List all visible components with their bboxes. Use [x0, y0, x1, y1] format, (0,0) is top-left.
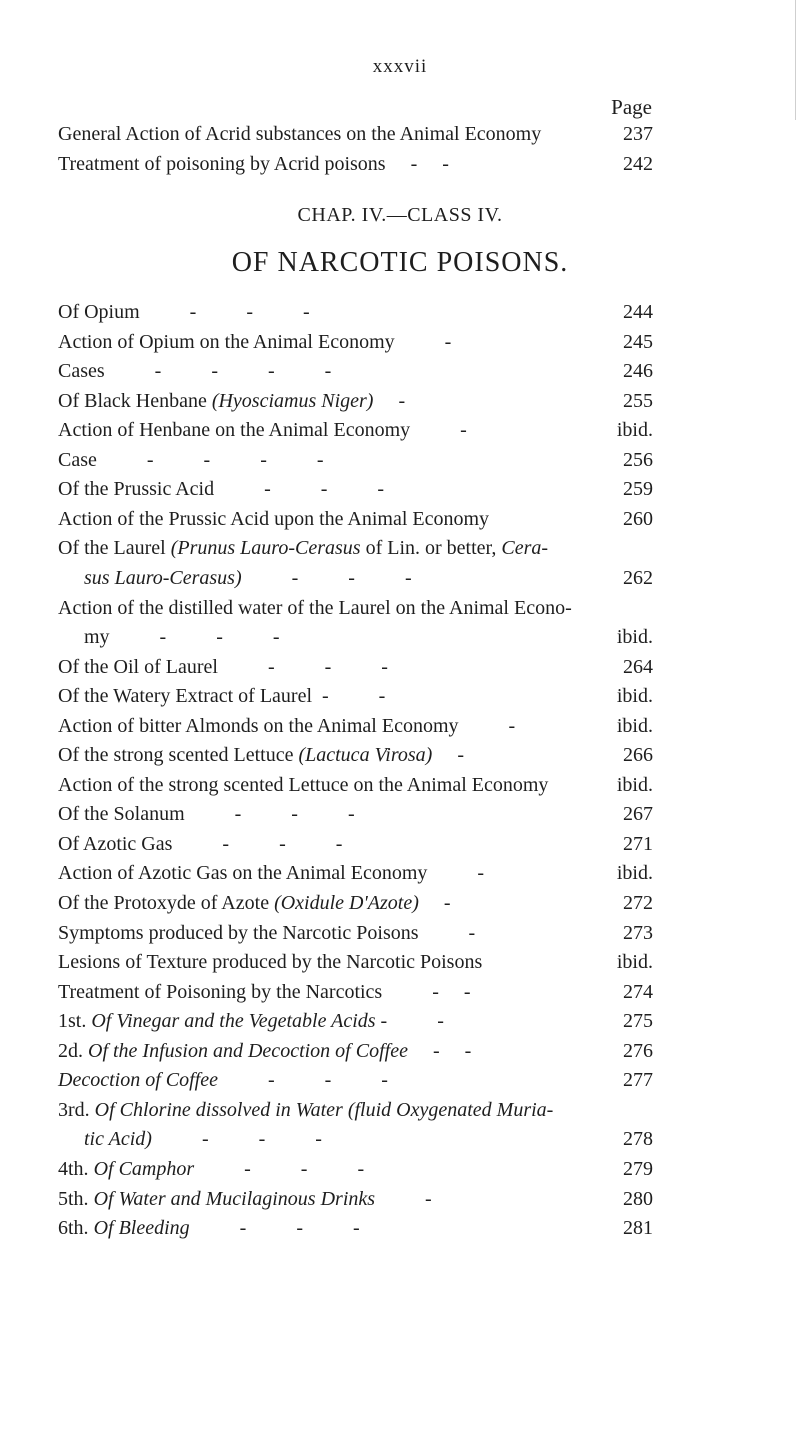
toc-entry-page: 245 — [623, 330, 653, 353]
entry-text: Of the strong scented Lettuce — [58, 744, 299, 767]
toc-entry — [58, 1126, 653, 1152]
entry-italic-text: (Lactuca Virosa) — [298, 744, 433, 767]
toc-entry-page: 244 — [623, 301, 653, 323]
entry-after-text: - - - — [194, 1157, 365, 1180]
toc-entry — [58, 801, 653, 827]
toc-entry-title — [58, 1067, 388, 1093]
toc-entry — [58, 1156, 653, 1182]
toc-entry-title — [84, 565, 412, 591]
entry-after-text: - - — [407, 1039, 472, 1062]
entry-after-text: - — [418, 892, 451, 914]
toc-entry-page: ibid. — [616, 714, 653, 737]
toc-entry-page: 256 — [623, 448, 653, 471]
entry-after-text: - - - — [241, 566, 412, 589]
entry-italic-text: Decoction of Coffee — [58, 1069, 218, 1092]
toc-entry — [58, 299, 653, 325]
toc-entry-title — [58, 595, 572, 621]
entry-text: 4th. — [58, 1157, 94, 1180]
toc-entry — [58, 476, 653, 502]
toc-entry-page: 274 — [623, 980, 653, 1003]
toc-entry-page: 266 — [623, 744, 653, 767]
entry-text: my - - - — [84, 626, 280, 649]
entry-text: 3rd. — [58, 1098, 95, 1121]
entry-text: Of the Laurel — [58, 537, 171, 560]
toc-entry-page: 264 — [623, 655, 653, 678]
chapter-heading: CHAP. IV.—CLASS IV. — [297, 204, 503, 226]
toc-entry-title — [58, 683, 385, 709]
toc-entry-title — [58, 1186, 432, 1212]
toc-entry — [58, 1067, 653, 1093]
toc-entry — [58, 417, 653, 443]
toc-entry — [58, 624, 653, 650]
toc-entry — [58, 121, 653, 147]
entry-italic-text: (Hyosciamus Niger) — [211, 389, 374, 412]
entry-text: Case - - - - — [58, 448, 324, 471]
entry-text: Action of Azotic Gas on the Animal Economy - — [58, 862, 485, 885]
toc-entry — [58, 979, 653, 1005]
entry-after-text: - - - — [217, 1069, 388, 1092]
entry-text: Action of the distilled water of the Laurel on the Animal Econo- — [58, 596, 572, 619]
toc-entry-title — [58, 506, 489, 532]
entry-after-text: - — [373, 389, 406, 412]
section-title: OF NARCOTIC POISONS. — [231, 247, 569, 278]
toc-entry — [58, 890, 653, 916]
toc-entry-title — [58, 860, 484, 886]
entry-text: 5th. — [58, 1187, 94, 1210]
toc-entry-title — [58, 535, 548, 561]
toc-entry-title — [58, 358, 331, 384]
toc-entry-page: ibid. — [616, 773, 653, 796]
entry-text: Action of the Prussic Acid upon the Animal Economy — [58, 507, 490, 530]
entry-italic-text: Of Bleeding — [93, 1217, 190, 1240]
entry-text: Of Opium - - - — [58, 301, 310, 323]
toc-entry-page: 271 — [623, 832, 653, 855]
toc-entry-title — [58, 299, 310, 325]
toc-entry-page: ibid. — [616, 862, 653, 885]
toc-entry-page: ibid. — [616, 685, 653, 708]
toc-entry-title — [58, 121, 541, 147]
toc-entry — [58, 388, 653, 414]
toc-entry — [58, 1008, 653, 1034]
toc-entry — [58, 447, 653, 473]
toc-entry — [58, 831, 653, 857]
entry-text: Of the Watery Extract of Laurel - - — [58, 685, 386, 708]
page-column-label: Page — [611, 95, 652, 119]
entry-text: 2d. — [58, 1039, 88, 1062]
entry-text: General Action of Acrid substances on the Animal Economy — [58, 123, 542, 145]
toc-entry-title — [58, 1156, 364, 1182]
toc-entry-page: 281 — [623, 1217, 653, 1240]
toc-entry-title — [58, 151, 449, 177]
toc-entry-title — [58, 920, 475, 946]
entry-text: Action of Opium on the Animal Economy - — [58, 330, 452, 353]
entry-after-text: of Lin. or better, — [360, 537, 502, 560]
toc-entry — [58, 358, 653, 384]
entry-after-text: - - - — [151, 1128, 322, 1151]
toc-entry-title — [58, 1038, 471, 1064]
entry-text: Treatment of poisoning by Acrid poisons - - — [58, 152, 449, 175]
toc-entry-page: 276 — [623, 1039, 653, 1062]
entry-text: Action of the strong scented Lettuce on the Animal Economy — [58, 773, 549, 796]
toc-entry-page: 259 — [623, 478, 653, 501]
entry-after-text: - — [375, 1187, 432, 1210]
toc-entry-title — [58, 742, 464, 768]
toc-entry-title — [84, 624, 280, 650]
toc-entry — [58, 506, 653, 532]
toc-entry — [58, 1215, 653, 1241]
toc-entry — [58, 595, 653, 621]
toc-entry — [58, 683, 653, 709]
entry-text: Of Azotic Gas - - - — [58, 832, 343, 855]
toc-entry — [58, 151, 653, 177]
toc-entry-page: ibid. — [616, 951, 653, 974]
entry-text: Of the Prussic Acid - - - — [58, 478, 385, 501]
toc-entry — [58, 713, 653, 739]
entry-text: 1st. — [58, 1010, 92, 1033]
toc-entry — [58, 654, 653, 680]
toc-entry-page: 255 — [623, 389, 653, 412]
toc-entry-title — [58, 388, 405, 414]
entry-text: Action of bitter Almonds on the Animal Economy - — [58, 714, 516, 737]
entry-italic-text: sus Lauro-Cerasus) — [84, 566, 242, 589]
entry-italic-text: Of Chlorine dissolved in Water (fluid Oxygenated Muria- — [94, 1098, 554, 1121]
entry-text: Cases - - - - — [58, 360, 332, 383]
toc-entry-page: ibid. — [616, 419, 653, 442]
entry-after-text: - — [432, 744, 465, 767]
toc-entry-page: 279 — [623, 1157, 653, 1180]
entry-italic-text: Of Water and Mucilaginous Drinks — [93, 1187, 376, 1210]
entry-text: Of Black Henbane — [58, 389, 212, 412]
toc-entry — [58, 920, 653, 946]
toc-entry-title — [58, 447, 324, 473]
toc-entry-page: 280 — [623, 1187, 653, 1210]
page-number-roman: xxxvii — [372, 56, 428, 77]
entry-text: Symptoms produced by the Narcotic Poisons - — [58, 921, 476, 944]
toc-entry-title — [58, 713, 515, 739]
entry-italic-text: (Oxidule D'Azote) — [274, 892, 419, 914]
toc-entry-title — [58, 801, 355, 827]
toc-entry-page: 278 — [623, 1128, 653, 1151]
entry-text: Of the Protoxyde of Azote — [58, 892, 275, 914]
toc-entry-page: 246 — [623, 360, 653, 383]
toc-entry-page: 267 — [623, 803, 653, 826]
toc-entry-title — [84, 1126, 322, 1152]
entry-text: 6th. — [58, 1217, 94, 1240]
toc-entry-title — [58, 831, 342, 857]
toc-entry-page: 262 — [623, 566, 653, 589]
toc-entry-title — [58, 329, 451, 355]
toc-entry-page: 275 — [623, 1010, 653, 1033]
toc-entry-title — [58, 772, 548, 798]
toc-entry-title — [58, 890, 451, 916]
entry-italic-text: Of the Infusion and Decoction of Coffee — [88, 1039, 408, 1062]
toc-entry — [58, 329, 653, 355]
toc-entry — [58, 565, 653, 591]
toc-entry-page: 273 — [623, 921, 653, 944]
toc-entry — [58, 772, 653, 798]
entry-after-text: - — [387, 1010, 444, 1033]
toc-entry-title — [58, 417, 467, 443]
toc-entry-title — [58, 979, 471, 1005]
toc-entry — [58, 949, 653, 975]
toc-entry-page: 242 — [623, 152, 653, 175]
entry-italic-text: Of Camphor — [93, 1157, 195, 1180]
entry-text: Lesions of Texture produced by the Narcotic Poisons — [58, 951, 483, 974]
entry-italic-text: Of Vinegar and the Vegetable Acids - — [91, 1010, 388, 1033]
toc-entry-title — [58, 949, 482, 975]
toc-entry — [58, 1186, 653, 1212]
toc-entry-page: 277 — [623, 1069, 653, 1092]
toc-entry — [58, 742, 653, 768]
toc-entry — [58, 860, 653, 886]
toc-entry-page: 237 — [623, 123, 653, 145]
entry-italic-text: (Prunus Lauro-Cerasus — [170, 537, 361, 560]
entry-text: Of the Solanum - - - — [58, 803, 355, 826]
toc-entry-title — [58, 1097, 553, 1123]
toc-entry-title — [58, 1008, 444, 1034]
entry-italic-text: tic Acid) — [84, 1128, 152, 1151]
toc-entry — [58, 1097, 653, 1123]
entry-italic-text-2: Cera- — [501, 537, 549, 560]
entry-text: Action of Henbane on the Animal Economy - — [58, 419, 467, 442]
toc-entry-page: 260 — [623, 507, 653, 530]
toc-entry-page: 272 — [623, 892, 653, 914]
entry-text: Treatment of Poisoning by the Narcotics - - — [58, 980, 471, 1003]
entry-after-text: - - - — [189, 1217, 360, 1240]
toc-entry-page: ibid. — [616, 626, 653, 649]
toc-entry-title — [58, 476, 384, 502]
toc-entry-title — [58, 654, 388, 680]
toc-entry — [58, 1038, 653, 1064]
entry-text: Of the Oil of Laurel - - - — [58, 655, 388, 678]
toc-entry — [58, 535, 653, 561]
toc-entry-title — [58, 1215, 360, 1241]
